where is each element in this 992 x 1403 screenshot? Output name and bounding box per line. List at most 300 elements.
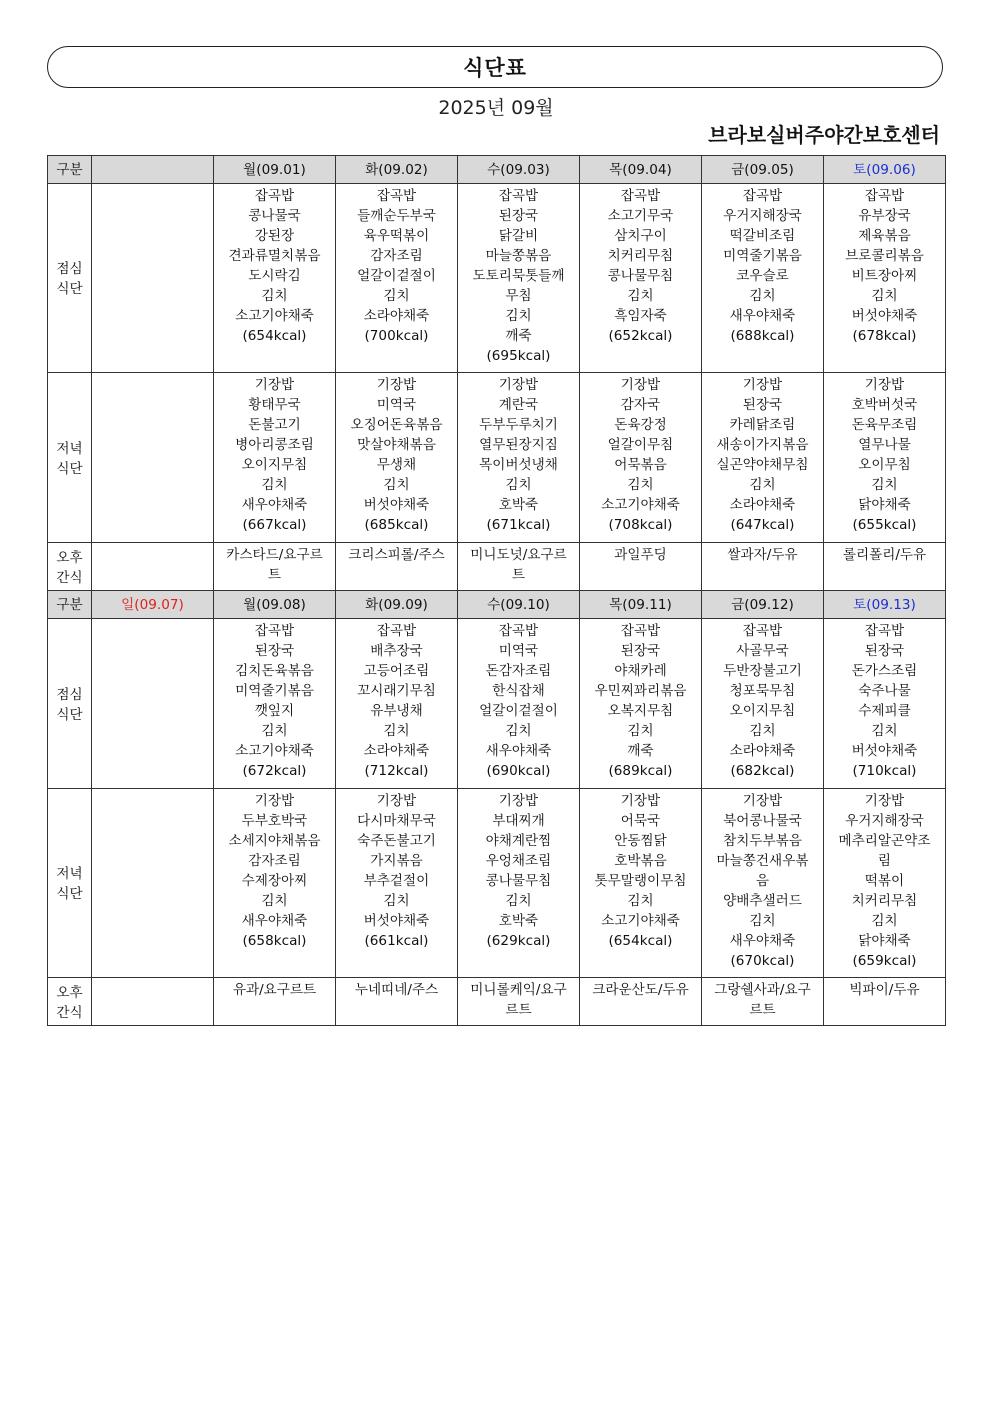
- day-header: 월(09.08): [214, 591, 336, 619]
- dinner-item-line: 새우야채죽: [241, 913, 308, 929]
- dinner-item-line: 참치두부볶음: [723, 833, 802, 849]
- snack-item-line: 크리스피롤/주스: [348, 547, 445, 563]
- dinner-item-line: 호박볶음: [614, 853, 667, 869]
- lunch-item-line: 소고기야채죽: [235, 308, 314, 324]
- snack-item-line: 카스타드/요구르: [226, 547, 323, 563]
- lunch-item-line: 제육볶음: [858, 228, 911, 244]
- snack-label-line: 간식: [56, 569, 83, 586]
- lunch-item-line: 도시락김: [248, 268, 301, 284]
- lunch-item-line: 배추장국: [370, 643, 423, 659]
- dinner-item-line: 감자조림: [248, 853, 301, 869]
- lunch-item-line: 꼬시래기무침: [357, 683, 436, 699]
- dinner-cell: [92, 373, 214, 543]
- dinner-label-line: 저녁: [56, 866, 83, 882]
- lunch-item-line: 얼갈이겉절이: [357, 268, 436, 284]
- dinner-label-line: 저녁: [56, 440, 83, 457]
- dinner-cell: [580, 373, 702, 543]
- dinner-item-line: 돈불고기: [248, 417, 301, 433]
- dinner-item-line: 부대찌개: [492, 813, 545, 829]
- dinner-item-line: (654kcal): [608, 933, 673, 949]
- lunch-item-line: (695kcal): [486, 348, 551, 364]
- dinner-item-line: 메추리알곤약조: [838, 833, 931, 849]
- lunch-cell: [824, 619, 946, 789]
- lunch-item-line: 새우야채죽: [485, 743, 552, 759]
- dinner-item-line: 기장밥: [376, 793, 417, 809]
- lunch-item-line: 브로콜리볶음: [845, 248, 924, 264]
- dinner-item-line: 다시마채무국: [357, 813, 436, 829]
- lunch-item-line: 깨죽: [505, 328, 532, 344]
- dinner-label: [48, 373, 92, 543]
- dinner-item-line: 버섯야채죽: [363, 913, 430, 929]
- division-label: 구분: [48, 156, 92, 184]
- dinner-item-line: 숙주돈불고기: [357, 833, 436, 849]
- lunch-item-line: 잡곡밥: [254, 188, 295, 204]
- snack-item-line: 쌀과자/두유: [727, 547, 798, 563]
- dinner-item-line: 호박버섯국: [851, 397, 918, 413]
- dinner-item-line: 가지볶음: [370, 853, 423, 869]
- dinner-item-line: 황태무국: [248, 397, 301, 413]
- dinner-item-line: 기장밥: [498, 793, 539, 809]
- dinner-label: [48, 789, 92, 978]
- snack-row: [48, 978, 946, 1026]
- page-title: 식단표: [463, 56, 527, 80]
- dinner-item-line: 기장밥: [254, 377, 295, 393]
- lunch-item-line: 된장국: [498, 208, 539, 224]
- dinner-item-line: 어묵국: [620, 813, 661, 829]
- lunch-item-line: 도토리묵톳들깨: [472, 268, 565, 284]
- dinner-item-line: 김치: [749, 913, 776, 929]
- lunch-cell: [458, 619, 580, 789]
- lunch-row: [48, 619, 946, 789]
- lunch-item-line: 육우떡볶이: [363, 228, 430, 244]
- dinner-item-line: 기장밥: [742, 793, 783, 809]
- snack-item-line: 그랑쉘사과/요구: [714, 982, 811, 998]
- dinner-item-line: 기장밥: [620, 377, 661, 393]
- dinner-item-line: 돈육강정: [614, 417, 667, 433]
- lunch-item-line: 잡곡밥: [498, 188, 539, 204]
- dinner-item-line: 실곤약야채무침: [716, 457, 809, 473]
- dinner-item-line: 야채계란찜: [485, 833, 552, 849]
- snack-cell: [580, 978, 702, 1026]
- dinner-item-line: 계란국: [498, 397, 539, 413]
- snack-row: [48, 543, 946, 591]
- snack-label-line: 오후: [56, 549, 83, 566]
- lunch-item-line: 사골무국: [736, 643, 789, 659]
- lunch-item-line: 치커리무침: [607, 248, 674, 264]
- dinner-cell: [458, 789, 580, 978]
- day-header: 화(09.09): [336, 591, 458, 619]
- day-header: 월(09.01): [214, 156, 336, 184]
- dinner-item-line: 열무된장지짐: [479, 437, 558, 453]
- lunch-item-line: (690kcal): [486, 763, 551, 779]
- lunch-item-line: 김치: [871, 723, 898, 739]
- day-header: 금(09.05): [702, 156, 824, 184]
- lunch-item-line: (710kcal): [852, 763, 917, 779]
- lunch-item-line: 잡곡밥: [864, 623, 905, 639]
- lunch-item-line: 콩나물무침: [607, 268, 674, 284]
- lunch-item-line: 감자조림: [370, 248, 423, 264]
- dinner-item-line: 닭야채죽: [858, 933, 911, 949]
- dinner-item-line: 새우야채죽: [241, 497, 308, 513]
- dinner-item-line: 돈육무조림: [851, 417, 918, 433]
- lunch-item-line: 깻잎지: [254, 703, 295, 719]
- dinner-cell: [824, 373, 946, 543]
- lunch-item-line: (652kcal): [608, 328, 673, 344]
- dinner-item-line: 북어콩나물국: [723, 813, 802, 829]
- snack-cell: [824, 978, 946, 1026]
- dinner-label-line: 식단: [56, 460, 83, 477]
- dinner-item-line: 오이무침: [858, 457, 911, 473]
- lunch-cell: [702, 184, 824, 373]
- lunch-item-line: 유부장국: [858, 208, 911, 224]
- lunch-item-line: 수제피클: [858, 703, 911, 719]
- lunch-item-line: 미역국: [498, 643, 539, 659]
- lunch-item-line: 잡곡밥: [742, 623, 783, 639]
- lunch-row: [48, 184, 946, 373]
- dinner-cell: [702, 373, 824, 543]
- lunch-cell: [580, 184, 702, 373]
- dinner-item-line: (647kcal): [730, 517, 795, 533]
- lunch-item-line: 잡곡밥: [376, 623, 417, 639]
- dinner-item-line: (658kcal): [242, 933, 307, 949]
- lunch-item-line: 떡갈비조림: [729, 228, 796, 244]
- lunch-cell: [458, 184, 580, 373]
- snack-cell: [458, 978, 580, 1026]
- lunch-item-line: 견과류멸치볶음: [228, 248, 321, 264]
- dinner-item-line: 부추겉절이: [363, 873, 430, 889]
- day-header-row: [48, 156, 946, 184]
- day-header: 일(09.07): [92, 591, 214, 619]
- lunch-cell: [214, 184, 336, 373]
- snack-item-line: 롤리폴리/두유: [842, 547, 927, 563]
- dinner-item-line: 마늘쫑건새우볶: [716, 853, 809, 869]
- lunch-item-line: 잡곡밥: [864, 188, 905, 204]
- dinner-item-line: 치커리무침: [851, 893, 918, 909]
- lunch-label-line: 점심: [56, 261, 83, 277]
- division-label: 구분: [48, 591, 92, 619]
- lunch-item-line: 미역줄기볶음: [723, 248, 802, 264]
- snack-cell: [702, 978, 824, 1026]
- lunch-item-line: 오복지무침: [607, 703, 674, 719]
- dinner-item-line: 미역국: [376, 397, 417, 413]
- dinner-item-line: 안동찜닭: [614, 833, 667, 849]
- dinner-item-line: (685kcal): [364, 517, 429, 533]
- dinner-item-line: 열무나물: [858, 437, 911, 453]
- dinner-item-line: (708kcal): [608, 517, 673, 533]
- snack-item-line: 르트: [749, 1002, 776, 1018]
- dinner-cell: [336, 373, 458, 543]
- snack-item-line: 미니롤케익/요구: [470, 982, 567, 998]
- lunch-label-line: 점심: [56, 686, 83, 703]
- dinner-item-line: 기장밥: [864, 793, 905, 809]
- lunch-item-line: 김치: [261, 288, 288, 304]
- dinner-cell: [92, 789, 214, 978]
- dinner-item-line: 두부두루치기: [479, 417, 558, 433]
- dinner-item-line: 오징어돈육볶음: [350, 417, 443, 433]
- lunch-item-line: 김치: [383, 723, 410, 739]
- dinner-item-line: 김치: [627, 893, 654, 909]
- lunch-item-line: 미역줄기볶음: [235, 683, 314, 699]
- lunch-label-line: 식단: [56, 706, 83, 723]
- lunch-item-line: 김치: [749, 723, 776, 739]
- dinner-item-line: 우거지해장국: [845, 813, 924, 829]
- month-subtitle: 2025년 09월: [438, 97, 554, 119]
- lunch-item-line: 한식잡채: [492, 683, 545, 699]
- snack-label-line: 오후: [56, 984, 83, 1001]
- lunch-item-line: 소라야채죽: [363, 743, 430, 759]
- snack-cell: [336, 978, 458, 1026]
- lunch-item-line: 김치: [871, 288, 898, 304]
- dinner-item-line: 양배추샐러드: [723, 893, 802, 909]
- dinner-item-line: 기장밥: [254, 793, 295, 809]
- lunch-item-line: 된장국: [864, 643, 905, 659]
- snack-item-line: 트: [511, 567, 526, 583]
- lunch-item-line: (654kcal): [242, 328, 307, 344]
- dinner-item-line: 떡볶이: [864, 873, 905, 889]
- snack-label: [48, 543, 92, 591]
- lunch-item-line: 된장국: [620, 643, 661, 659]
- lunch-item-line: 오이지무침: [729, 703, 796, 719]
- dinner-item-line: 기장밥: [498, 377, 539, 393]
- dinner-item-line: (661kcal): [364, 933, 429, 949]
- snack-item-line: 미니도넛/요구르: [470, 547, 567, 563]
- lunch-label-line: 식단: [56, 281, 83, 297]
- snack-cell: [702, 543, 824, 591]
- lunch-item-line: 닭갈비: [498, 228, 539, 244]
- lunch-item-line: 돈가스조림: [851, 663, 918, 679]
- dinner-item-line: 소라야채죽: [729, 497, 796, 513]
- dinner-item-line: 두부호박국: [241, 813, 308, 829]
- lunch-item-line: 김치: [505, 308, 532, 324]
- lunch-item-line: 새우야채죽: [729, 308, 796, 324]
- dinner-item-line: 톳무말랭이무침: [594, 873, 687, 889]
- center-name: 브라보실버주야간보호센터: [708, 123, 940, 147]
- dinner-item-line: 기장밥: [376, 377, 417, 393]
- dinner-cell: [336, 789, 458, 978]
- snack-item-line: 누네띠네/주스: [354, 982, 439, 998]
- dinner-cell: [214, 373, 336, 543]
- snack-item-line: 과일푸딩: [614, 547, 667, 563]
- dinner-item-line: 감자국: [620, 397, 661, 413]
- day-header: 토(09.13): [824, 591, 946, 619]
- day-header: 화(09.02): [336, 156, 458, 184]
- lunch-item-line: (688kcal): [730, 328, 795, 344]
- lunch-item-line: (700kcal): [364, 328, 429, 344]
- lunch-item-line: 잡곡밥: [254, 623, 295, 639]
- dinner-item-line: 호박죽: [498, 913, 539, 929]
- lunch-cell: [336, 619, 458, 789]
- dinner-item-line: 기장밥: [620, 793, 661, 809]
- dinner-item-line: (659kcal): [852, 953, 917, 969]
- lunch-item-line: 소고기무국: [607, 208, 674, 224]
- lunch-item-line: 김치: [627, 723, 654, 739]
- lunch-cell: [336, 184, 458, 373]
- dinner-item-line: 카레닭조림: [729, 417, 796, 433]
- lunch-item-line: 잡곡밥: [620, 623, 661, 639]
- lunch-item-line: 김치: [749, 288, 776, 304]
- lunch-item-line: (678kcal): [852, 328, 917, 344]
- lunch-item-line: 강된장: [254, 228, 295, 244]
- dinner-item-line: 김치: [261, 893, 288, 909]
- lunch-item-line: 된장국: [254, 643, 295, 659]
- dinner-item-line: (629kcal): [486, 933, 551, 949]
- dinner-item-line: 병아리콩조림: [235, 437, 314, 453]
- lunch-item-line: 잡곡밥: [376, 188, 417, 204]
- snack-cell: [214, 543, 336, 591]
- lunch-item-line: 소라야채죽: [729, 743, 796, 759]
- dinner-cell: [580, 789, 702, 978]
- dinner-item-line: 소세지야채볶음: [228, 833, 321, 849]
- lunch-item-line: 콩나물국: [248, 208, 301, 224]
- dinner-item-line: (670kcal): [730, 953, 795, 969]
- snack-cell: [458, 543, 580, 591]
- dinner-item-line: 우엉채조림: [485, 853, 552, 869]
- snack-cell: [92, 543, 214, 591]
- lunch-item-line: 고등어조림: [363, 663, 430, 679]
- lunch-item-line: 김치: [383, 288, 410, 304]
- lunch-cell: [702, 619, 824, 789]
- snack-item-line: 빅파이/두유: [849, 982, 920, 998]
- dinner-row: [48, 373, 946, 543]
- day-header: 토(09.06): [824, 156, 946, 184]
- dinner-item-line: (671kcal): [486, 517, 551, 533]
- dinner-item-line: 기장밥: [742, 377, 783, 393]
- lunch-item-line: 청포묵무침: [729, 683, 796, 699]
- day-header: 목(09.04): [580, 156, 702, 184]
- lunch-label: [48, 619, 92, 789]
- dinner-item-line: 기장밥: [864, 377, 905, 393]
- dinner-item-line: 버섯야채죽: [363, 497, 430, 513]
- snack-item-line: 르트: [505, 1002, 532, 1018]
- dinner-row: [48, 789, 946, 978]
- day-header: 목(09.11): [580, 591, 702, 619]
- lunch-item-line: 버섯야채죽: [851, 743, 918, 759]
- lunch-item-line: 깨죽: [627, 743, 654, 759]
- dinner-cell: [702, 789, 824, 978]
- lunch-item-line: 김치: [505, 723, 532, 739]
- lunch-cell: [92, 619, 214, 789]
- dinner-item-line: 림: [877, 853, 892, 869]
- dinner-item-line: 김치: [383, 477, 410, 493]
- lunch-item-line: 비트장아찌: [851, 268, 918, 284]
- lunch-item-line: 잡곡밥: [742, 188, 783, 204]
- lunch-item-line: 김치: [627, 288, 654, 304]
- lunch-item-line: (712kcal): [364, 763, 429, 779]
- lunch-cell: [824, 184, 946, 373]
- dinner-item-line: 닭야채죽: [858, 497, 911, 513]
- title-banner: [47, 46, 943, 88]
- lunch-item-line: 김치돈육볶음: [235, 663, 314, 679]
- dinner-item-line: (655kcal): [852, 517, 917, 533]
- dinner-item-line: 김치: [505, 477, 532, 493]
- dinner-cell: [214, 789, 336, 978]
- day-header: 수(09.10): [458, 591, 580, 619]
- snack-cell: [214, 978, 336, 1026]
- dinner-item-line: 김치: [749, 477, 776, 493]
- lunch-item-line: 우민찌꽈리볶음: [594, 683, 687, 699]
- dinner-item-line: 오이지무침: [241, 457, 308, 473]
- snack-label-line: 간식: [56, 1004, 83, 1021]
- lunch-item-line: 잡곡밥: [498, 623, 539, 639]
- lunch-item-line: (682kcal): [730, 763, 795, 779]
- lunch-item-line: 흑임자죽: [614, 308, 667, 324]
- dinner-cell: [458, 373, 580, 543]
- dinner-item-line: 목이버섯냉채: [479, 457, 558, 473]
- dinner-item-line: 음: [755, 873, 770, 889]
- lunch-item-line: 야채카레: [614, 663, 667, 679]
- dinner-item-line: 무생채: [376, 457, 417, 473]
- lunch-item-line: 삼치구이: [614, 228, 667, 244]
- lunch-item-line: 유부냉채: [370, 703, 423, 719]
- dinner-item-line: 김치: [383, 893, 410, 909]
- dinner-item-line: 김치: [505, 893, 532, 909]
- lunch-item-line: 마늘쫑볶음: [485, 248, 552, 264]
- snack-cell: [824, 543, 946, 591]
- day-header-row: [48, 591, 946, 619]
- day-header: 금(09.12): [702, 591, 824, 619]
- lunch-item-line: 얼갈이겉절이: [479, 703, 558, 719]
- snack-cell: [92, 978, 214, 1026]
- snack-item-line: 트: [267, 567, 282, 583]
- lunch-item-line: 김치: [261, 723, 288, 739]
- lunch-item-line: 버섯야채죽: [851, 308, 918, 324]
- day-header: 수(09.03): [458, 156, 580, 184]
- dinner-item-line: 김치: [871, 913, 898, 929]
- dinner-item-line: 콩나물무침: [485, 873, 552, 889]
- dinner-item-line: (667kcal): [242, 517, 307, 533]
- lunch-label: [48, 184, 92, 373]
- dinner-item-line: 김치: [261, 477, 288, 493]
- lunch-item-line: 두반장불고기: [723, 663, 802, 679]
- lunch-cell: [214, 619, 336, 789]
- lunch-item-line: 소라야채죽: [363, 308, 430, 324]
- dinner-item-line: 새우야채죽: [729, 933, 796, 949]
- snack-cell: [336, 543, 458, 591]
- snack-item-line: 크라운산도/두유: [592, 982, 689, 998]
- dinner-item-line: 호박죽: [498, 497, 539, 513]
- snack-cell: [580, 543, 702, 591]
- dinner-item-line: 새송이가지볶음: [716, 437, 809, 453]
- lunch-item-line: (672kcal): [242, 763, 307, 779]
- dinner-item-line: 맛살야채볶음: [357, 437, 436, 453]
- lunch-item-line: 코우슬로: [736, 268, 789, 284]
- dinner-label-line: 식단: [56, 886, 83, 902]
- lunch-item-line: 들깨순두부국: [357, 208, 436, 224]
- dinner-item-line: 소고기야채죽: [601, 497, 680, 513]
- lunch-item-line: (689kcal): [608, 763, 673, 779]
- snack-item-line: 유과/요구르트: [232, 982, 317, 998]
- lunch-item-line: 무침: [505, 288, 532, 304]
- dinner-item-line: 김치: [871, 477, 898, 493]
- lunch-cell: [580, 619, 702, 789]
- dinner-item-line: 얼갈이무침: [607, 437, 674, 453]
- dinner-cell: [824, 789, 946, 978]
- menu-table: [47, 155, 946, 1026]
- lunch-item-line: 숙주나물: [858, 683, 911, 699]
- dinner-item-line: 수제장아찌: [241, 873, 308, 889]
- day-header: [92, 156, 214, 184]
- lunch-item-line: 소고기야채죽: [235, 743, 314, 759]
- lunch-cell: [92, 184, 214, 373]
- snack-label: [48, 978, 92, 1026]
- lunch-item-line: 우거지해장국: [723, 208, 802, 224]
- lunch-item-line: 돈감자조림: [485, 663, 552, 679]
- dinner-item-line: 김치: [627, 477, 654, 493]
- lunch-item-line: 잡곡밥: [620, 188, 661, 204]
- dinner-item-line: 어묵볶음: [614, 457, 667, 473]
- dinner-item-line: 된장국: [742, 397, 783, 413]
- dinner-item-line: 소고기야채죽: [601, 913, 680, 929]
